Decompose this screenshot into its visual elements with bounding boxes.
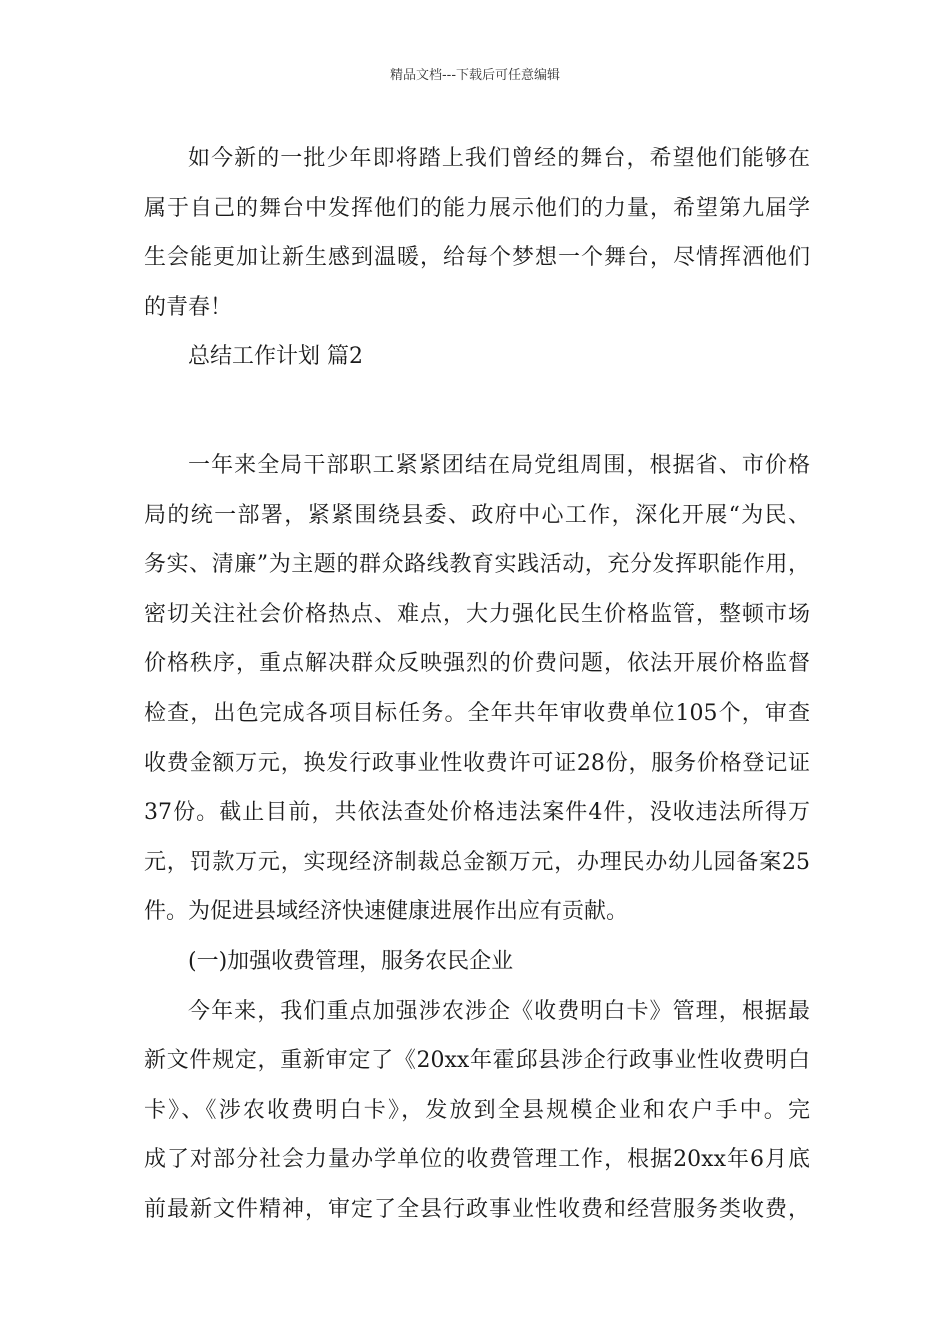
text-line: 的青春！ <box>144 294 233 320</box>
text-line: 收费金额万元，换发行政事业性收费许可证28份，服务价格登记证 <box>144 750 810 776</box>
text-line: 今年来，我们重点加强涉农涉企《收费明白卡》管理，根据最 <box>188 998 810 1024</box>
section-title: 总结工作计划 篇2 <box>188 344 363 370</box>
paragraph-1 <box>144 134 810 332</box>
text-line: 属于自己的舞台中发挥他们的能力展示他们的力量，希望第九届学 <box>144 195 810 221</box>
document-body <box>144 134 810 1234</box>
text-line: 件。为促进县域经济快速健康进展作出应有贡献。 <box>144 899 629 925</box>
text-line: 元，罚款万元，实现经济制裁总金额万元，办理民办幼儿园备案25 <box>144 849 810 875</box>
subsection-heading <box>144 937 810 987</box>
paragraph-3 <box>144 987 810 1235</box>
page-header: 精品文档---下载后可任意编辑 <box>389 68 561 83</box>
text-line: 生会能更加让新生感到温暖，给每个梦想一个舞台，尽情挥洒他们 <box>144 245 810 271</box>
text-line: 密切关注社会价格热点、难点，大力强化民生价格监管，整顿市场 <box>144 601 810 627</box>
text-line: 检查，出色完成各项目标任务。全年共年审收费单位105个，审查 <box>144 700 810 726</box>
text-line: 局的统一部署，紧紧围绕县委、政府中心工作，深化开展“为民、 <box>144 502 810 528</box>
section-heading <box>144 332 810 382</box>
text-line: 如今新的一批少年即将踏上我们曾经的舞台，希望他们能够在 <box>188 146 810 171</box>
text-line: 前最新文件精神，审定了全县行政事业性收费和经营服务类收费， <box>144 1196 810 1222</box>
text-line: 成了对部分社会力量办学单位的收费管理工作，根据20xx年6月底 <box>144 1147 810 1173</box>
spacer <box>144 382 810 441</box>
text-line: 新文件规定，重新审定了《20xx年霍邱县涉企行政事业性收费明白 <box>144 1048 810 1074</box>
paragraph-2 <box>144 441 810 937</box>
text-line: 卡》、《涉农收费明白卡》，发放到全县规模企业和农户手中。完 <box>144 1097 810 1123</box>
text-line: 一年来全局干部职工紧紧团结在局党组周围，根据省、市价格 <box>188 452 810 478</box>
subsection-title: (一)加强收费管理，服务农民企业 <box>188 948 514 974</box>
text-line: 37份。截止目前，共依法查处价格违法案件4件，没收违法所得万 <box>144 800 810 826</box>
text-line: 价格秩序，重点解决群众反映强烈的价费问题，依法开展价格监督 <box>144 651 810 677</box>
text-line: 务实、清廉”为主题的群众路线教育实践活动，充分发挥职能作用， <box>144 552 810 578</box>
